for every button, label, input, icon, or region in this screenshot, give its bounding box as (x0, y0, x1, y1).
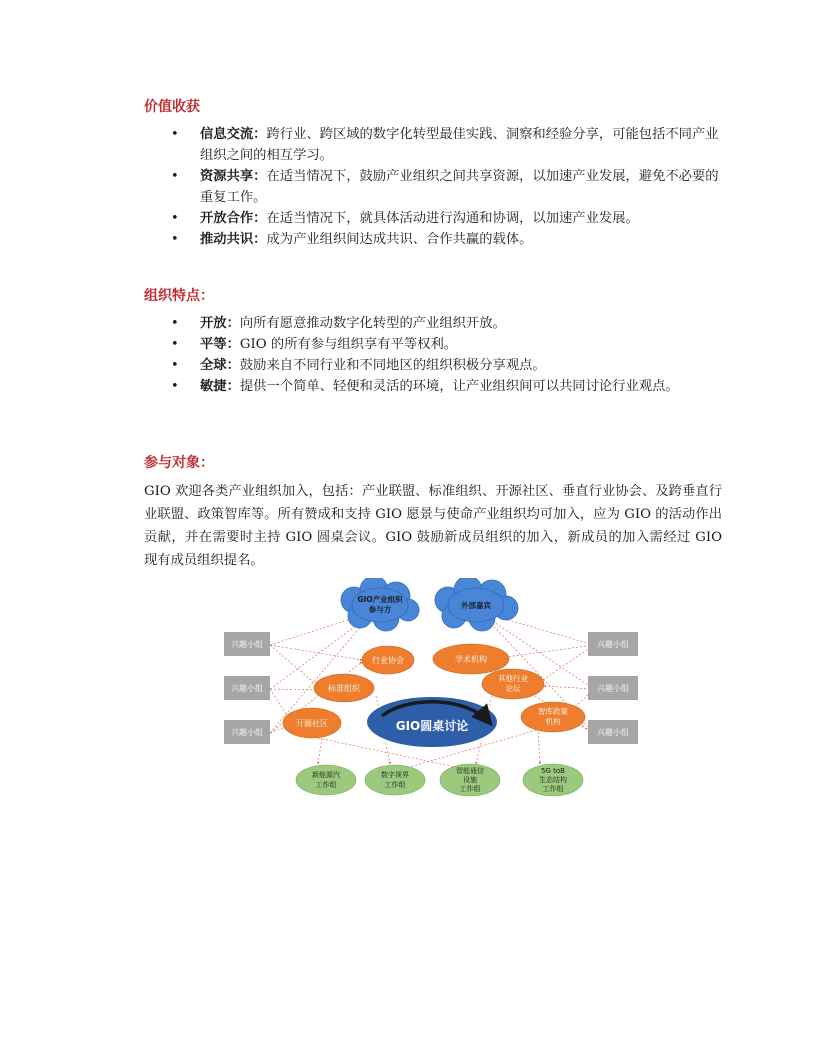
item-text: 成为产业组织间达成共识、合作共赢的载体。 (266, 232, 533, 247)
interest-group-label: 兴趣小组 (597, 684, 629, 693)
wg-label-line1: 新能源汽 (312, 771, 340, 779)
roundtable-center (366, 696, 498, 748)
cloud-external-guests (435, 578, 518, 631)
interest-group-label: 兴趣小组 (231, 640, 263, 649)
participants-section-title: 参与对象： (144, 455, 214, 471)
roundtable-label: GIO圆桌讨论 (395, 719, 469, 733)
interest-group-label: 兴趣小组 (597, 728, 629, 737)
org-label-line1: 智库政策 (538, 707, 568, 716)
wg-label-line3: 工作组 (542, 785, 564, 793)
working-group-node (296, 765, 356, 795)
item-term: 开放： (200, 316, 240, 331)
wg-label-line1: 5G toB (541, 767, 565, 775)
item-text: 跨行业、跨区域的数字化转型最佳实践、洞察和经验分享，可能包括不同产业组织之间的相互学习。 (200, 127, 719, 163)
item-term: 开放合作： (200, 211, 267, 226)
wg-label-line2: 工作组 (384, 781, 406, 789)
wg-label-line2: 设施 (463, 776, 477, 784)
wg-label-line3: 工作组 (459, 785, 481, 793)
org-label: 开源社区 (296, 719, 328, 728)
wg-label-line2: 工作组 (315, 781, 337, 789)
org-label-line2: 论坛 (505, 684, 521, 693)
item-text: GIO 的所有参与组织享有平等权利。 (239, 337, 458, 352)
interest-groups-right (588, 632, 638, 744)
features-list (144, 313, 724, 397)
cloud-participants (341, 578, 419, 631)
item-text: 提供一个简单、轻便和灵活的环境，让产业组织间可以共同讨论行业观点。 (239, 379, 679, 394)
list-item: • 信息交流：跨行业、跨区域的数字化转型最佳实践、洞察和经验分享，可能包括不同产业组织之间的相互学习。 (171, 127, 719, 163)
interest-group-label: 兴趣小组 (597, 640, 629, 649)
org-label: 学术机构 (455, 655, 487, 664)
interest-group-label: 兴趣小组 (231, 728, 263, 737)
list-item: • 推动共识：成为产业组织间达成共识、合作共赢的载体。 (171, 232, 533, 247)
interest-group-label: 兴趣小组 (231, 684, 263, 693)
participants-paragraph: GIO 欢迎各类产业组织加入，包括：产业联盟、标准组织、开源社区、垂直行业协会、及跨垂直行业联盟、政策智库等。所有赞成和支持 GIO 愿景与使命产业组织均可加入，应为 GIO 的活动作出贡献，并在需要时主持 GIO 圆桌会议。GIO 鼓励新成员组织的加入，新成员的加入需经过 GIO 现有成员组织提名。 (144, 484, 722, 568)
cloud-label-line2: 参与方 (368, 605, 392, 614)
list-item: • 资源共享：在适当情况下，鼓励产业组织之间共享资源，以加速产业发展，避免不必要的重复工作。 (171, 169, 719, 205)
value-list (144, 124, 724, 250)
features-section-title: 组织特点： (144, 288, 214, 304)
interest-groups-left (224, 632, 270, 744)
item-term: 资源共享： (200, 169, 267, 184)
working-groups (296, 764, 583, 796)
org-label: 标准组织 (328, 684, 360, 693)
wg-label-line1: 智能通信 (456, 767, 484, 775)
org-label-line2: 机构 (545, 717, 561, 726)
item-text: 向所有愿意推动数字化转型的产业组织开放。 (239, 316, 506, 331)
list-item: • 敏捷：提供一个简单、轻便和灵活的环境，让产业组织间可以共同讨论行业观点。 (171, 379, 679, 394)
item-text: 在适当情况下，鼓励产业组织之间共享资源，以加速产业发展，避免不必要的重复工作。 (200, 169, 719, 205)
cloud-label-line1: GIO产业组织 (357, 595, 403, 604)
item-term: 推动共识： (200, 232, 267, 247)
cloud-label: 外部嘉宾 (461, 601, 491, 610)
gio-structure-diagram (222, 578, 642, 800)
list-item: • 开放：向所有愿意推动数字化转型的产业组织开放。 (171, 316, 506, 331)
value-section-title: 价值收获 (144, 99, 200, 115)
wg-label-line2: 生态结构 (539, 776, 567, 784)
item-text: 鼓励来自不同行业和不同地区的组织积极分享观点。 (239, 358, 546, 373)
list-item: • 全球：鼓励来自不同行业和不同地区的组织积极分享观点。 (171, 358, 546, 373)
item-term: 敏捷： (200, 379, 240, 394)
list-item: • 开放合作：在适当情况下，就具体活动进行沟通和协调，以加速产业发展。 (171, 211, 639, 226)
item-term: 信息交流： (200, 127, 267, 142)
list-item: • 平等：GIO 的所有参与组织享有平等权利。 (171, 337, 458, 352)
item-text: 在适当情况下，就具体活动进行沟通和协调，以加速产业发展。 (266, 211, 639, 226)
item-term: 平等： (200, 337, 240, 352)
org-label: 行业协会 (372, 656, 404, 665)
working-group-node (365, 765, 425, 795)
item-term: 全球： (200, 358, 240, 373)
org-label-line1: 其他行业 (498, 674, 528, 683)
wg-label-line1: 数字视界 (381, 771, 409, 779)
